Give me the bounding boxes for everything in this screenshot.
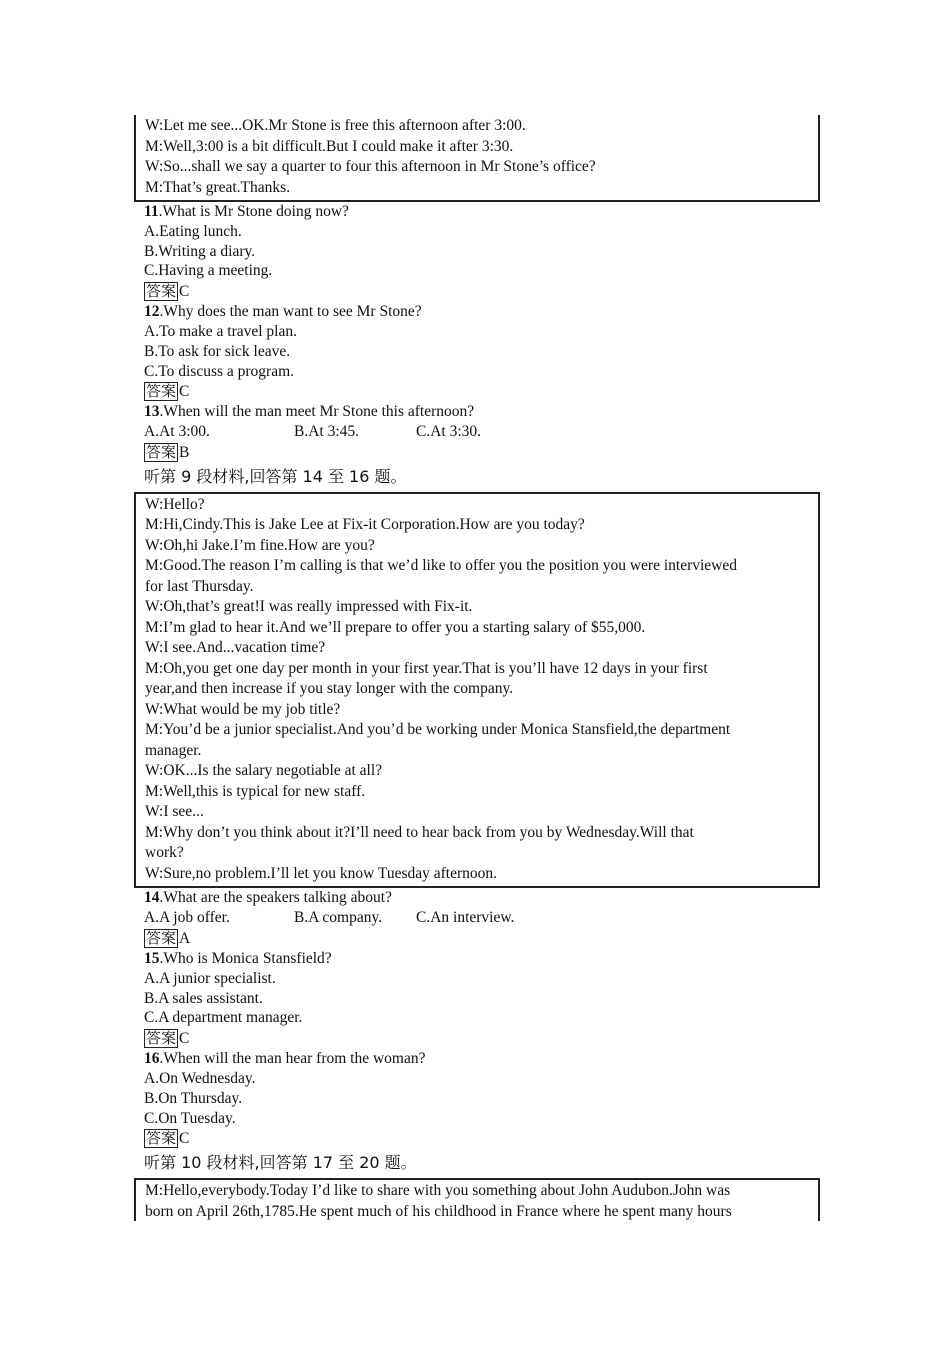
option-b: B.At 3:45. bbox=[294, 423, 360, 441]
option-a: A.To make a travel plan. bbox=[144, 322, 297, 340]
options-row bbox=[144, 422, 820, 442]
option-b: B.A sales assistant. bbox=[144, 989, 263, 1007]
question-text: .What is Mr Stone doing now? bbox=[158, 203, 349, 220]
dialog-line: W:I see... bbox=[145, 803, 204, 821]
dialog-line: M:You’d be a junior specialist.And you’d be working under Monica Stansfield,the department bbox=[145, 721, 731, 739]
dialog-line: W:I see.And...vacation time? bbox=[145, 639, 326, 657]
dialog-10-transcript-box bbox=[134, 1178, 820, 1221]
question-16 bbox=[134, 1049, 820, 1149]
option-b: B.To ask for sick leave. bbox=[144, 342, 291, 360]
option-a: A.Eating lunch. bbox=[144, 222, 242, 240]
option-a: A.At 3:00. bbox=[144, 423, 210, 441]
dialog-line: M:Hi,Cindy.This is Jake Lee at Fix-it Corporation.How are you today? bbox=[145, 516, 585, 534]
question-number: 13 bbox=[144, 403, 160, 421]
dialog-line: W:What would be my job title? bbox=[145, 700, 341, 718]
answer-label: 答案 bbox=[146, 382, 177, 401]
dialog-line: M:Oh,you get one day per month in your first year.That is you’ll have 12 days in your first bbox=[145, 659, 708, 677]
option-c: C.To discuss a program. bbox=[144, 362, 295, 380]
answer-value: A bbox=[179, 930, 191, 948]
question-text: .When will the man meet Mr Stone this afternoon? bbox=[159, 403, 475, 421]
question-text: .Who is Monica Stansfield? bbox=[159, 950, 332, 968]
option-a: A.A junior specialist. bbox=[144, 969, 276, 987]
dialog-line: manager. bbox=[145, 741, 202, 759]
answer-label: 答案 bbox=[146, 1129, 177, 1148]
dialog-9-transcript-box bbox=[134, 492, 820, 889]
document-page bbox=[134, 0, 820, 1221]
option-c: C.An interview. bbox=[416, 909, 515, 927]
answer-label: 答案 bbox=[146, 929, 177, 948]
dialog-8-transcript-box bbox=[134, 115, 820, 202]
answer-label: 答案 bbox=[146, 282, 177, 301]
dialog-line: born on April 26th,1785.He spent much of his childhood in France where he spent many hours bbox=[145, 1202, 732, 1220]
answer-label: 答案 bbox=[146, 1029, 177, 1048]
options-row bbox=[144, 908, 820, 928]
answer-value: C bbox=[179, 1030, 190, 1048]
dialog-line: M:I’m glad to hear it.And we’ll prepare to offer you a starting salary of $55,000. bbox=[145, 618, 646, 636]
option-b: B.A company. bbox=[294, 909, 383, 927]
question-number: 15 bbox=[144, 950, 160, 968]
option-c: C.On Tuesday. bbox=[144, 1109, 236, 1127]
answer-value: B bbox=[179, 443, 190, 461]
question-11 bbox=[134, 202, 820, 302]
question-text: .Why does the man want to see Mr Stone? bbox=[159, 303, 422, 321]
answer-value: C bbox=[179, 383, 190, 401]
dialog-line: W:Oh,hi Jake.I’m fine.How are you? bbox=[145, 536, 375, 554]
dialog-line: W:Oh,that’s great!I was really impressed with Fix-it. bbox=[145, 598, 473, 616]
option-c: C.Having a meeting. bbox=[144, 262, 273, 280]
dialog-line: M:Well,this is typical for new staff. bbox=[145, 782, 366, 800]
answer-value: C bbox=[179, 1130, 190, 1148]
question-number: 12 bbox=[144, 303, 160, 321]
answer-label: 答案 bbox=[146, 442, 177, 461]
dialog-line: M:Well,3:00 is a bit difficult.But I could make it after 3:30. bbox=[145, 137, 514, 155]
dialog-line: year,and then increase if you stay longer with the company. bbox=[145, 680, 514, 698]
dialog-line: for last Thursday. bbox=[145, 577, 254, 595]
dialog-line: M:That’s great.Thanks. bbox=[145, 178, 291, 196]
dialog-line: W:OK...Is the salary negotiable at all? bbox=[145, 762, 383, 780]
option-a: A.On Wednesday. bbox=[144, 1070, 256, 1088]
question-text: .What are the speakers talking about? bbox=[159, 889, 392, 907]
question-number: 16 bbox=[144, 1050, 160, 1068]
option-a: A.A job offer. bbox=[144, 909, 230, 927]
question-text: .When will the man hear from the woman? bbox=[159, 1050, 426, 1068]
dialog-line: M:Why don’t you think about it?I’ll need to hear back from you by Wednesday.Will that bbox=[145, 823, 694, 841]
dialog-line: W:So...shall we say a quarter to four this afternoon in Mr Stone’s office? bbox=[145, 158, 596, 175]
option-c: C.A department manager. bbox=[144, 1009, 303, 1027]
option-c: C.At 3:30. bbox=[416, 423, 482, 441]
question-13 bbox=[134, 402, 820, 463]
question-number: 14 bbox=[144, 889, 160, 907]
dialog-line: M:Hello,everybody.Today I’d like to share with you something about John Audubon.John was bbox=[145, 1182, 731, 1200]
answer-value: C bbox=[179, 283, 190, 301]
question-number: 11 bbox=[144, 203, 159, 220]
dialog-line: W:Let me see...OK.Mr Stone is free this afternoon after 3:00. bbox=[145, 117, 526, 134]
dialog-line: W:Hello? bbox=[145, 495, 205, 513]
dialog-line: M:Good.The reason I’m calling is that we’d like to offer you the position you were interviewed bbox=[145, 557, 738, 575]
section-heading-10: 听第 10 段材料,回答第 17 至 20 题。 bbox=[144, 1153, 417, 1173]
question-15 bbox=[134, 949, 820, 1049]
dialog-line: W:Sure,no problem.I’ll let you know Tuesday afternoon. bbox=[145, 864, 497, 882]
option-b: B.On Thursday. bbox=[144, 1089, 243, 1107]
section-heading-9: 听第 9 段材料,回答第 14 至 16 题。 bbox=[144, 466, 407, 486]
question-12 bbox=[134, 302, 820, 402]
question-14 bbox=[134, 888, 820, 949]
option-b: B.Writing a diary. bbox=[144, 242, 256, 260]
dialog-line: work? bbox=[145, 844, 184, 862]
